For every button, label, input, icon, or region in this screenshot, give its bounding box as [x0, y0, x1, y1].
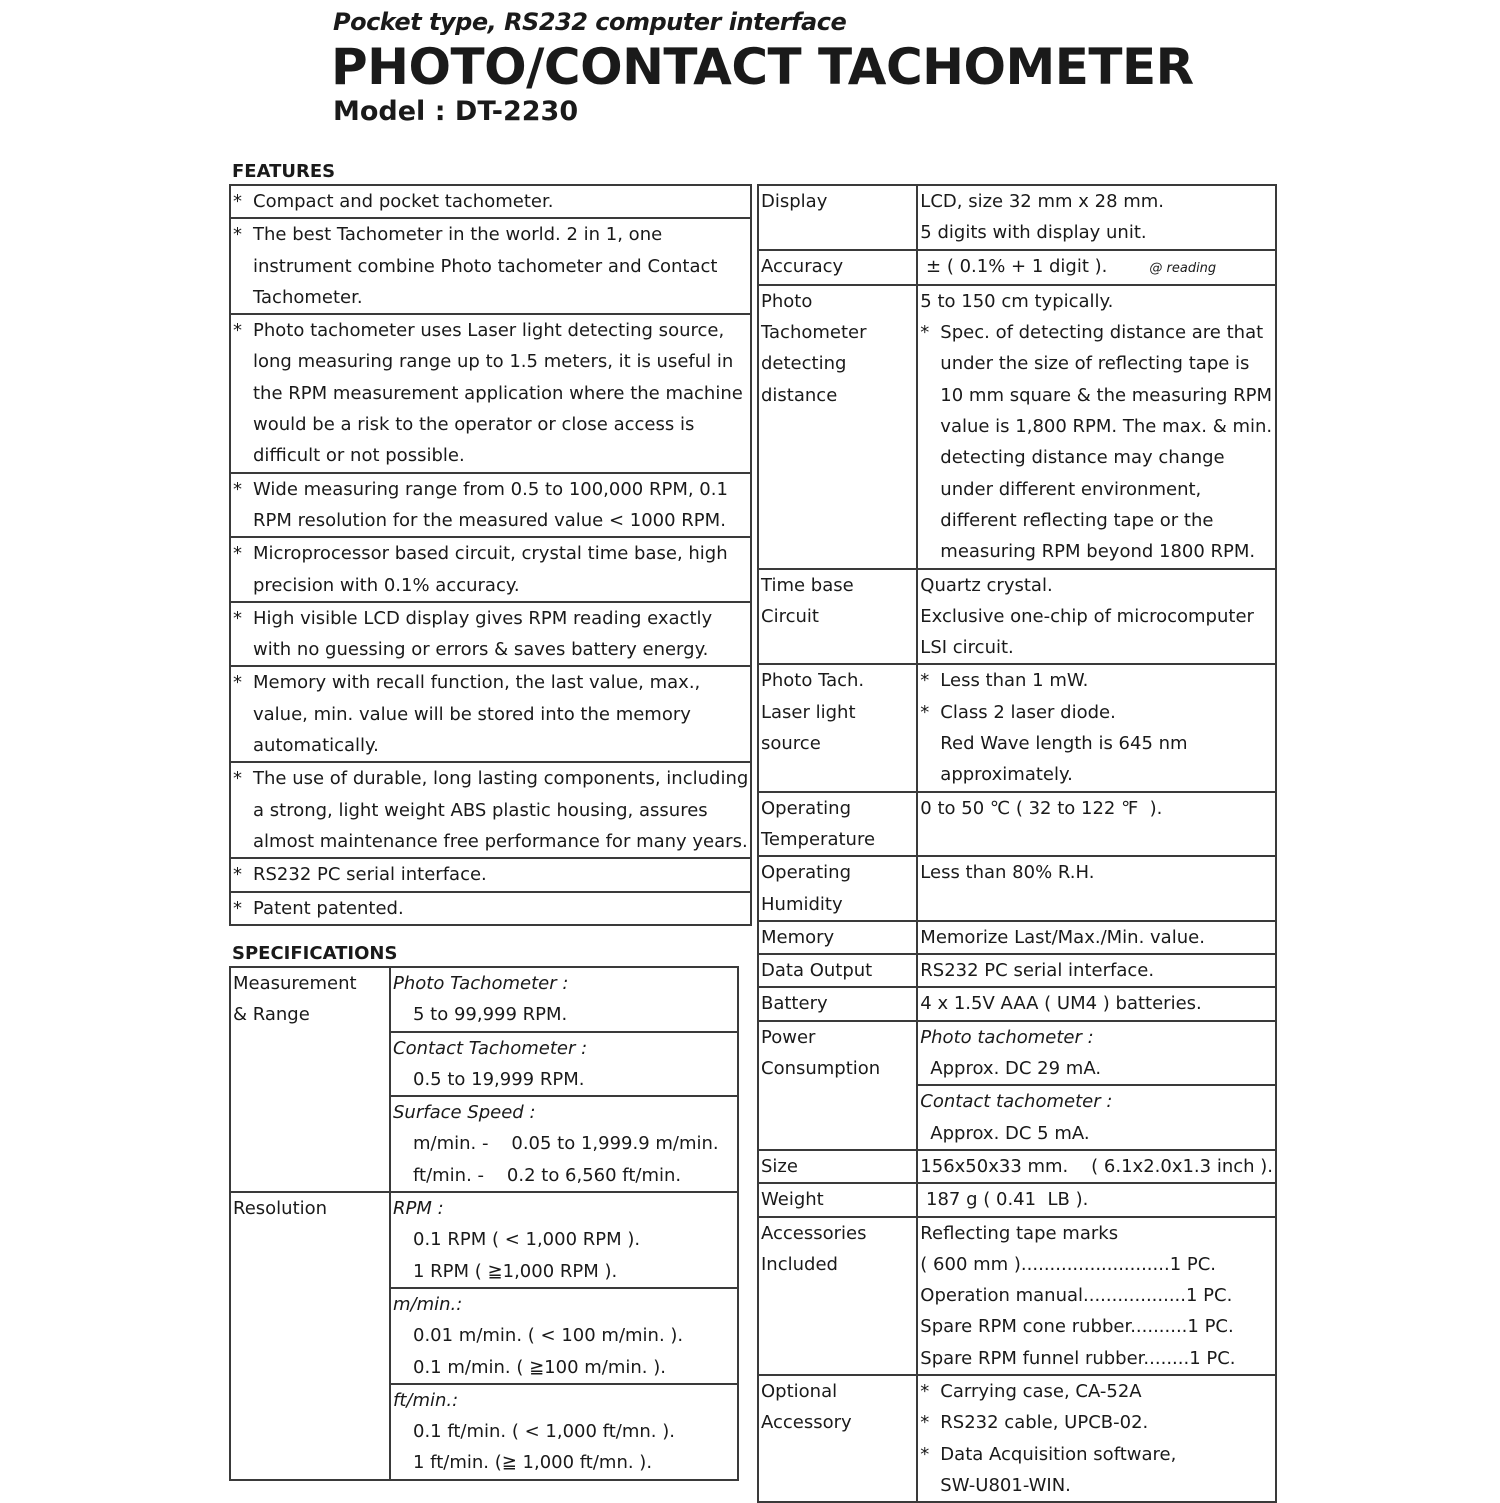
res-mmin-title: m/min.:: [393, 1293, 463, 1315]
asterisk-bullet: *: [233, 224, 242, 246]
spec-value: 187 g ( 0.41 LB ).: [920, 1189, 1089, 1211]
optional-item: Data Acquisition software,: [940, 1443, 1177, 1465]
feature-text: a strong, light weight ABS plastic housing, assures: [253, 799, 708, 821]
asterisk-bullet: *: [233, 478, 242, 500]
spec-value: Class 2 laser diode.: [940, 701, 1116, 723]
spec-label: Operating: [761, 862, 851, 884]
asterisk-bullet: *: [233, 191, 242, 212]
photo-tach-title: Photo Tachometer :: [393, 973, 569, 994]
spec-label: Laser light: [761, 701, 856, 723]
feature-row: [230, 473, 751, 538]
res-mmin-line: 0.01 m/min. ( < 100 m/min. ).: [413, 1325, 684, 1347]
spec-value: 4 x 1.5V AAA ( UM4 ) batteries.: [920, 993, 1202, 1015]
spec-value: detecting distance may change: [940, 447, 1225, 469]
specifications-heading: SPECIFICATIONS: [232, 943, 398, 964]
spec-value: Exclusive one-chip of microcomputer: [920, 605, 1254, 627]
asterisk-bullet: *: [233, 607, 242, 629]
spec-label: Consumption: [761, 1058, 881, 1080]
asterisk-bullet: *: [233, 864, 242, 886]
contact-tach-range: 0.5 to 19,999 RPM.: [413, 1068, 585, 1090]
spec-label: Battery: [761, 993, 828, 1015]
asterisk-bullet: *: [920, 670, 930, 692]
feature-text: difficult or not possible.: [253, 445, 465, 467]
feature-text: RPM resolution for the measured value < 1000 RPM.: [253, 509, 726, 531]
spec-value: different reflecting tape or the: [940, 509, 1214, 531]
spec-label: Accessories: [761, 1222, 867, 1244]
surface-speed-title: Surface Speed :: [393, 1102, 536, 1124]
spec-row-optional: [758, 1375, 1276, 1502]
spec-row-battery: [758, 987, 1276, 1020]
spec-row-timebase: [758, 569, 1276, 665]
spec-row-measurement: [230, 967, 738, 1192]
spec-label: source: [761, 733, 821, 755]
feature-text: Wide measuring range from 0.5 to 100,000 RPM, 0.1: [253, 478, 728, 500]
power-photo-value: Approx. DC 29 mA.: [930, 1058, 1102, 1080]
page-title: PHOTO/CONTACT TACHOMETER: [331, 38, 1194, 96]
spec-row-temperature: [758, 792, 1276, 857]
spec-label: Photo: [761, 290, 813, 312]
spec-row-weight: [758, 1183, 1276, 1216]
asterisk-bullet: *: [920, 1443, 930, 1465]
asterisk-bullet: *: [233, 768, 242, 790]
res-ftmin-title: ft/min.:: [393, 1389, 459, 1411]
spec-row-data-output: [758, 954, 1276, 987]
spec-value: 5 to 150 cm typically.: [920, 290, 1114, 312]
spec-value: LCD, size 32 mm x 28 mm.: [920, 191, 1165, 212]
feature-row: [230, 218, 751, 314]
spec-row-resolution: [230, 1192, 738, 1480]
asterisk-bullet: *: [920, 701, 930, 723]
spec-value: value is 1,800 RPM. The max. & min.: [940, 416, 1273, 438]
features-heading: FEATURES: [232, 161, 336, 182]
res-ftmin-line: 1 ft/min. (≧ 1,000 ft/mn. ).: [413, 1452, 653, 1474]
feature-text: automatically.: [253, 735, 379, 757]
feature-text: instrument combine Photo tachometer and Contact: [253, 255, 718, 277]
spec-row-laser: [758, 664, 1276, 791]
spec-value: RS232 PC serial interface.: [920, 960, 1155, 982]
spec-label: Measurement: [233, 973, 357, 994]
spec-label: Display: [761, 191, 828, 212]
asterisk-bullet: *: [233, 897, 242, 919]
feature-text: almost maintenance free performance for many years.: [253, 830, 748, 852]
spec-label: Time base: [761, 574, 854, 596]
spec-label: distance: [761, 384, 838, 406]
accessory-item: Spare RPM cone rubber..........1 PC.: [920, 1316, 1234, 1338]
spec-row-accessories: [758, 1217, 1276, 1375]
power-contact-title: Contact tachometer :: [920, 1091, 1113, 1113]
feature-text: long measuring range up to 1.5 meters, it is useful in: [253, 351, 734, 373]
asterisk-bullet: *: [233, 672, 242, 694]
spec-value: Less than 80% R.H.: [920, 862, 1095, 884]
res-mmin-line: 0.1 m/min. ( ≧100 m/min. ).: [413, 1356, 666, 1378]
spec-label: Included: [761, 1253, 838, 1275]
spec-label: Resolution: [233, 1198, 328, 1220]
feature-text: value, min. value will be stored into the memory: [253, 703, 691, 725]
spec-row-accuracy: [758, 250, 1276, 285]
spec-row-display: [758, 185, 1276, 250]
accessory-item: Operation manual..................1 PC.: [920, 1285, 1233, 1307]
spec-label: Photo Tach.: [761, 670, 865, 692]
spec-value: approximately.: [940, 764, 1073, 786]
photo-tach-range: 5 to 99,999 RPM.: [413, 1004, 568, 1026]
asterisk-bullet: *: [920, 1412, 930, 1434]
optional-item: RS232 cable, UPCB-02.: [940, 1412, 1149, 1434]
feature-row: [230, 185, 751, 218]
feature-text: the RPM measurement application where the machine: [253, 382, 743, 404]
features-table: [229, 184, 752, 926]
spec-label: Memory: [761, 926, 835, 948]
accuracy-note: @ reading: [1149, 260, 1217, 276]
spec-value: Spec. of detecting distance are that: [940, 322, 1264, 344]
specifications-table-left: [229, 966, 739, 1481]
spec-value: ± ( 0.1% + 1 digit ).: [920, 255, 1108, 277]
feature-text: Compact and pocket tachometer.: [253, 191, 554, 212]
asterisk-bullet: *: [920, 1380, 930, 1402]
feature-row: [230, 314, 751, 472]
surface-speed-m: m/min. - 0.05 to 1,999.9 m/min.: [413, 1133, 719, 1155]
spec-value: 10 mm square & the measuring RPM: [940, 384, 1273, 406]
feature-row: [230, 666, 751, 762]
res-rpm-line: 1 RPM ( ≧1,000 RPM ).: [413, 1260, 618, 1282]
feature-text: precision with 0.1% accuracy.: [253, 574, 520, 596]
feature-text: Patent patented.: [253, 897, 404, 919]
spec-value: 0 to 50 ℃ ( 32 to 122 ℉ ).: [920, 797, 1163, 819]
accessory-item: ( 600 mm )..........................1 PC.: [920, 1253, 1217, 1275]
specifications-table-right: [757, 184, 1277, 1503]
asterisk-bullet: *: [233, 320, 242, 342]
spec-row-size: [758, 1150, 1276, 1183]
res-rpm-title: RPM :: [393, 1198, 444, 1220]
subtitle: Pocket type, RS232 computer interface: [333, 8, 847, 36]
asterisk-bullet: *: [233, 543, 242, 565]
spec-label: detecting: [761, 353, 847, 375]
feature-row: [230, 892, 751, 925]
feature-row: [230, 602, 751, 667]
res-rpm-line: 0.1 RPM ( < 1,000 RPM ).: [413, 1229, 641, 1251]
feature-text: Tachometer.: [253, 286, 363, 308]
res-ftmin-line: 0.1 ft/min. ( < 1,000 ft/mn. ).: [413, 1421, 675, 1443]
feature-row: [230, 537, 751, 602]
spec-value: Red Wave length is 645 nm: [940, 733, 1188, 755]
spec-label: Size: [761, 1155, 798, 1177]
feature-row: [230, 762, 751, 858]
spec-label: Tachometer: [761, 322, 867, 344]
spec-label: Temperature: [761, 828, 876, 850]
spec-label: Power: [761, 1026, 816, 1048]
spec-row-power: [758, 1021, 1276, 1150]
power-contact-value: Approx. DC 5 mA.: [930, 1122, 1090, 1144]
spec-label: Optional: [761, 1380, 838, 1402]
spec-label: Humidity: [761, 893, 843, 915]
spec-row-memory: [758, 921, 1276, 954]
spec-value: 5 digits with display unit.: [920, 222, 1147, 244]
feature-text: The best Tachometer in the world. 2 in 1, one: [253, 224, 663, 246]
model-number: Model : DT-2230: [333, 96, 579, 127]
spec-value: under different environment,: [940, 478, 1202, 500]
feature-text: would be a risk to the operator or close access is: [253, 414, 695, 436]
spec-label: Data Output: [761, 960, 873, 982]
feature-text: Microprocessor based circuit, crystal time base, high: [253, 543, 728, 565]
feature-text: High visible LCD display gives RPM reading exactly: [253, 607, 713, 629]
surface-speed-ft: ft/min. - 0.2 to 6,560 ft/min.: [413, 1164, 682, 1186]
accessory-item: Reflecting tape marks: [920, 1222, 1119, 1244]
spec-label: Weight: [761, 1189, 824, 1211]
accessory-item: Spare RPM funnel rubber........1 PC.: [920, 1347, 1236, 1369]
power-photo-title: Photo tachometer :: [920, 1026, 1094, 1048]
feature-text: The use of durable, long lasting components, including: [253, 768, 749, 790]
optional-item: Carrying case, CA-52A: [940, 1380, 1142, 1402]
spec-label: & Range: [233, 1004, 310, 1026]
feature-text: with no guessing or errors & saves battery energy.: [253, 639, 709, 661]
spec-label: Operating: [761, 797, 851, 819]
spec-value: Less than 1 mW.: [940, 670, 1089, 692]
spec-row-photo-distance: [758, 285, 1276, 569]
spec-row-humidity: [758, 856, 1276, 921]
spec-label: Accessory: [761, 1412, 852, 1434]
spec-value: LSI circuit.: [920, 637, 1014, 659]
asterisk-bullet: *: [920, 322, 930, 344]
contact-tach-title: Contact Tachometer :: [393, 1037, 588, 1059]
spec-value: Quartz crystal.: [920, 574, 1053, 596]
feature-row: [230, 858, 751, 891]
spec-value: under the size of reflecting tape is: [940, 353, 1250, 375]
spec-label: Circuit: [761, 605, 819, 627]
spec-value: measuring RPM beyond 1800 RPM.: [940, 541, 1256, 563]
feature-text: Photo tachometer uses Laser light detecting source,: [253, 320, 725, 342]
spec-value: 156x50x33 mm. ( 6.1x2.0x1.3 inch ).: [920, 1155, 1273, 1177]
feature-text: RS232 PC serial interface.: [253, 864, 487, 886]
spec-value: Memorize Last/Max./Min. value.: [920, 926, 1205, 948]
spec-label: Accuracy: [761, 255, 844, 277]
feature-text: Memory with recall function, the last value, max.,: [253, 672, 701, 694]
optional-item: SW-U801-WIN.: [940, 1474, 1071, 1496]
